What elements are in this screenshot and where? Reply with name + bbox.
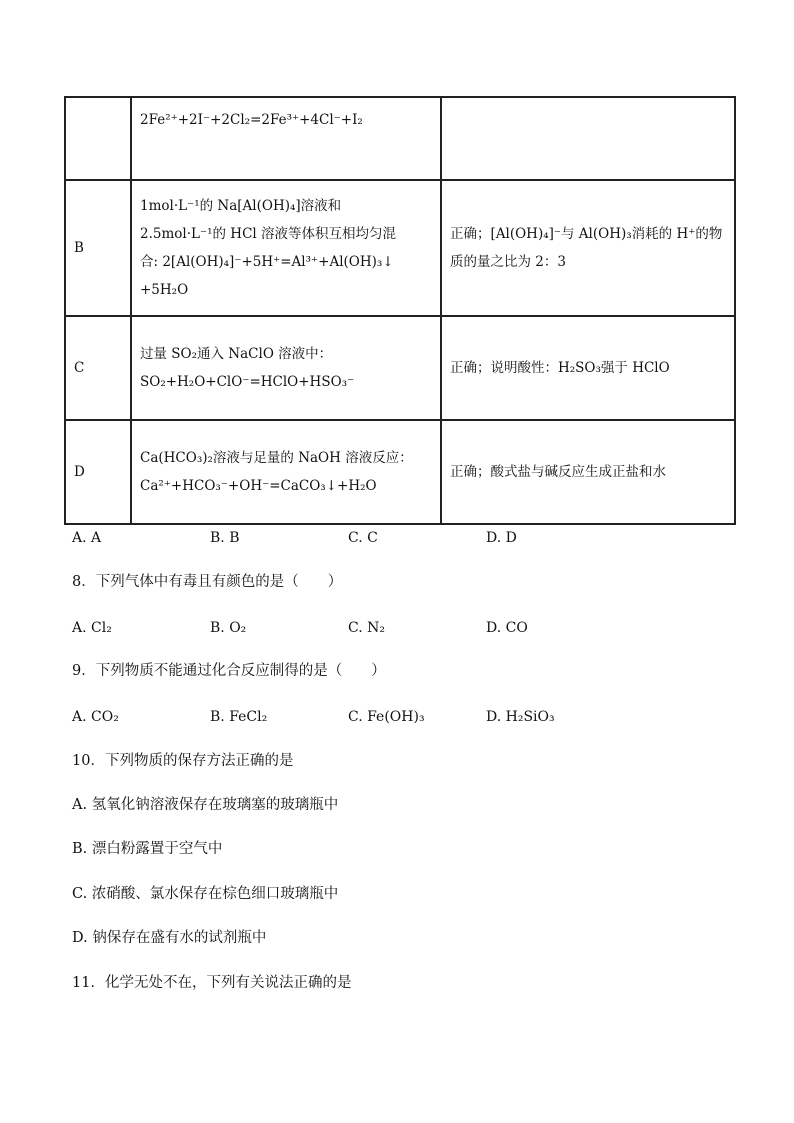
choice-a[interactable]: A. CO₂ — [72, 709, 119, 725]
q9-choices — [72, 706, 712, 728]
row-label — [65, 97, 131, 180]
options-table — [64, 96, 736, 525]
choice-c[interactable]: C. Fe(OH)₃ — [348, 709, 425, 725]
choice-a[interactable]: A. Cl₂ — [72, 620, 112, 636]
row-label: C — [65, 316, 131, 420]
table-row — [65, 420, 735, 524]
content-line: Ca(HCO₃)₂溶液与足量的 NaOH 溶液反应： — [140, 450, 413, 466]
content-line: 1mol·L⁻¹的 Na[Al(OH)₄]溶液和 — [140, 198, 342, 214]
content-line: 2.5mol·L⁻¹的 HCl 溶液等体积互相均匀混 — [140, 226, 397, 242]
row-judgment: 正确；说明酸性：H₂SO₃强于 HClO — [441, 316, 735, 420]
table-row — [65, 316, 735, 420]
content-line: 2Fe²⁺+2I⁻+2Cl₂=2Fe³⁺+4Cl⁻+I₂ — [140, 112, 363, 128]
q7-choices — [72, 527, 712, 549]
row-judgment: 正确；酸式盐与碱反应生成正盐和水 — [441, 420, 735, 524]
content-line: Ca²⁺+HCO₃⁻+OH⁻=CaCO₃↓+H₂O — [140, 478, 377, 494]
choice-d[interactable]: D. CO — [486, 620, 528, 636]
row-content — [131, 420, 441, 524]
choice-d[interactable]: D. D — [486, 530, 517, 546]
q10-option-a[interactable]: A. 氢氧化钠溶液保存在玻璃塞的玻璃瓶中 — [72, 797, 339, 813]
q10-option-c[interactable]: C. 浓硝酸、氯水保存在棕色细口玻璃瓶中 — [72, 886, 339, 902]
q10-option-d[interactable]: D. 钠保存在盛有水的试剂瓶中 — [72, 930, 267, 946]
row-label: D — [65, 420, 131, 524]
row-content — [131, 180, 441, 316]
choice-a[interactable]: A. A — [72, 530, 102, 546]
table-row — [65, 180, 735, 316]
row-content — [131, 316, 441, 420]
table-row — [65, 97, 735, 180]
choice-d[interactable]: D. H₂SiO₃ — [486, 709, 555, 725]
choice-b[interactable]: B. B — [210, 530, 240, 546]
q9-stem: 9．下列物质不能通过化合反应制得的是（ ） — [72, 663, 386, 679]
choice-b[interactable]: B. O₂ — [210, 620, 247, 636]
choice-c[interactable]: C. N₂ — [348, 620, 385, 636]
q10-option-b[interactable]: B. 漂白粉露置于空气中 — [72, 841, 223, 857]
q8-choices — [72, 617, 712, 639]
q11-stem: 11．化学无处不在，下列有关说法正确的是 — [72, 975, 352, 991]
row-label: B — [65, 180, 131, 316]
q8-stem: 8．下列气体中有毒且有颜色的是（ ） — [72, 574, 343, 590]
content-line: SO₂+H₂O+ClO⁻=HClO+HSO₃⁻ — [140, 374, 355, 390]
row-content — [131, 97, 441, 180]
q10-stem: 10．下列物质的保存方法正确的是 — [72, 753, 294, 769]
content-line: 过量 SO₂通入 NaClO 溶液中： — [140, 346, 333, 362]
row-judgment: 正确；[Al(OH)₄]⁻与 Al(OH)₃消耗的 H⁺的物质的量之比为 2：3 — [441, 180, 735, 316]
content-line: 合: 2[Al(OH)₄]⁻+5H⁺=Al³⁺+Al(OH)₃↓ +5H₂O — [140, 254, 394, 298]
row-judgment — [441, 97, 735, 180]
choice-c[interactable]: C. C — [348, 530, 378, 546]
choice-b[interactable]: B. FeCl₂ — [210, 709, 268, 725]
